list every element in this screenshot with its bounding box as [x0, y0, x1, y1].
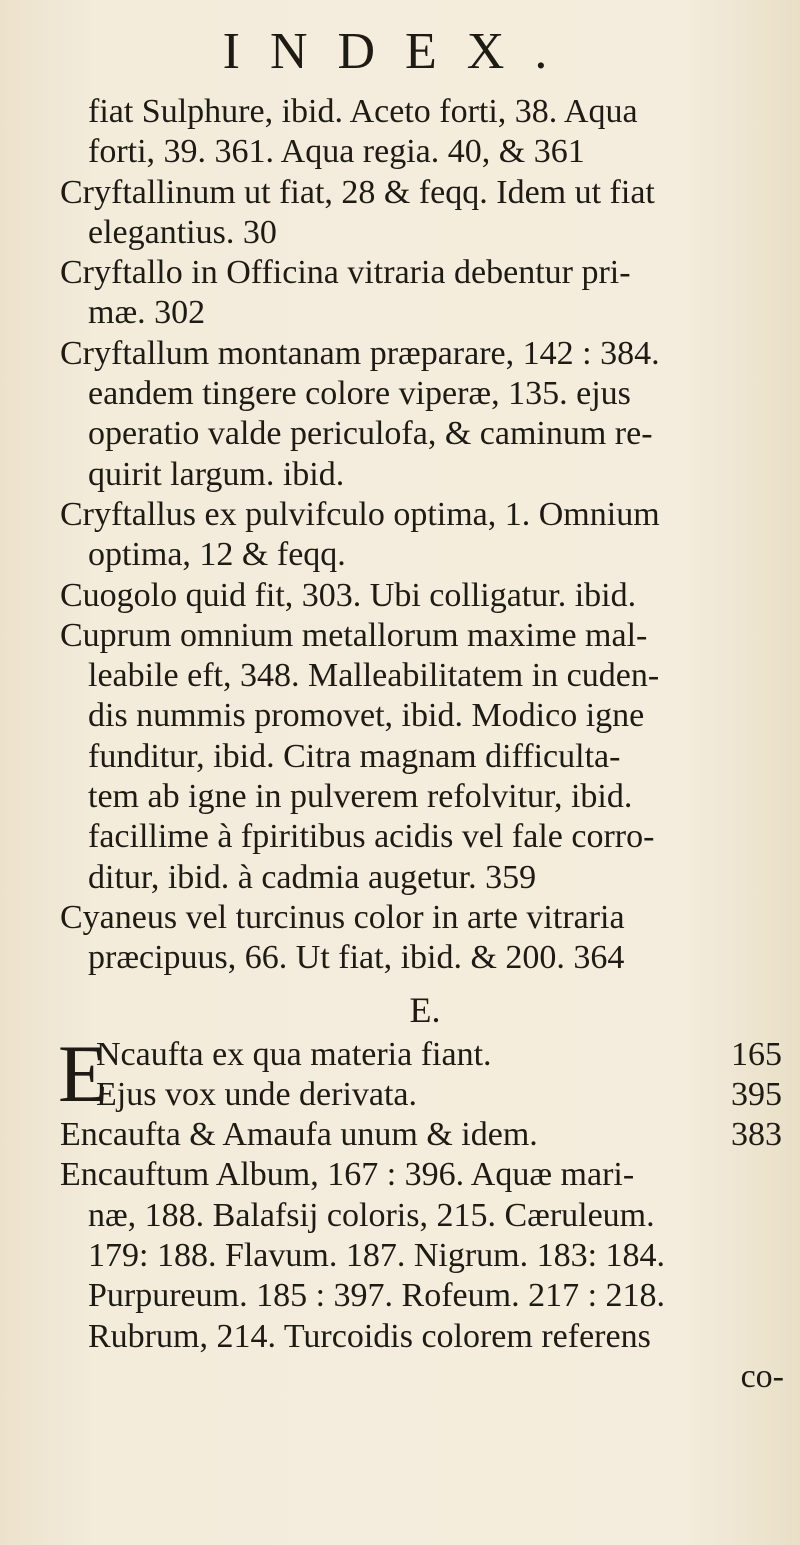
page-header: INDEX.: [222, 23, 578, 80]
dropcap-letter: E: [58, 1027, 109, 1119]
index-line: operatio valde periculofa, & caminum re-: [88, 415, 653, 453]
entry-text: Encaufta & Amaufa unum & idem.: [60, 1116, 538, 1154]
index-entry: Cyaneus vel turcinus color in arte vitraria: [60, 898, 625, 936]
index-entry: Cryftallum montanam præparare, 142 : 384.: [60, 334, 660, 372]
entry-text: Ejus vox unde derivata.: [96, 1075, 418, 1113]
index-entry: Cuogolo quid fit, 303. Ubi colligatur. ibid.: [60, 576, 637, 614]
index-line: Rubrum, 214. Turcoidis colorem referens: [88, 1317, 651, 1355]
index-entry: [60, 1115, 790, 1155]
index-line: tem ab igne in pulverem refolvitur, ibid.: [88, 778, 633, 816]
index-line: facillime à fpiritibus acidis vel fale corro-: [88, 818, 655, 856]
index-entries: [60, 92, 790, 1397]
index-entry: Cryftallus ex pulvifculo optima, 1. Omnium: [60, 495, 660, 533]
index-line: 179: 188. Flavum. 187. Nigrum. 183: 184.: [88, 1237, 666, 1275]
index-line: mæ. 302: [88, 294, 206, 332]
index-entry: [60, 1075, 790, 1115]
index-entry: Cryftallinum ut fiat, 28 & feqq. Idem ut fiat: [60, 173, 655, 211]
page-number: 165: [731, 1035, 782, 1073]
index-line: funditur, ibid. Citra magnam difficulta-: [88, 737, 621, 775]
index-line: eandem tingere colore viperæ, 135. ejus: [88, 375, 631, 413]
index-entry: Encauftum Album, 167 : 396. Aquæ mari-: [60, 1156, 635, 1194]
entry-text: Ncaufta ex qua materia fiant.: [96, 1035, 492, 1073]
index-line: næ, 188. Balafsij coloris, 215. Cæruleum.: [88, 1196, 655, 1234]
index-entry: [60, 1035, 790, 1075]
index-line: Purpureum. 185 : 397. Rofeum. 217 : 218.: [88, 1277, 666, 1315]
index-line: fiat Sulphure, ibid. Aceto forti, 38. Aqua: [88, 93, 638, 130]
index-line: ditur, ibid. à cadmia augetur. 359: [88, 858, 537, 896]
page-number: 395: [731, 1075, 782, 1113]
index-line: dis nummis promovet, ibid. Modico igne: [88, 697, 645, 735]
page-number: 383: [731, 1116, 782, 1154]
index-entry: Cryftallo in Officina vitraria debentur pri-: [60, 254, 631, 292]
section-heading: E.: [409, 989, 441, 1030]
catchword: co-: [740, 1357, 784, 1395]
index-line: optima, 12 & feqq.: [88, 536, 346, 574]
dropcap-block: [58, 1027, 790, 1119]
index-line: præcipuus, 66. Ut fiat, ibid. & 200. 364: [88, 939, 625, 977]
index-line: forti, 39. 361. Aqua regia. 40, & 361: [88, 133, 585, 171]
index-line: elegantius. 30: [88, 213, 277, 251]
index-entry: Cuprum omnium metallorum maxime mal-: [60, 616, 648, 654]
index-line: quirit largum. ibid.: [88, 455, 345, 493]
index-line: leabile eft, 348. Malleabilitatem in cuden-: [88, 657, 660, 695]
